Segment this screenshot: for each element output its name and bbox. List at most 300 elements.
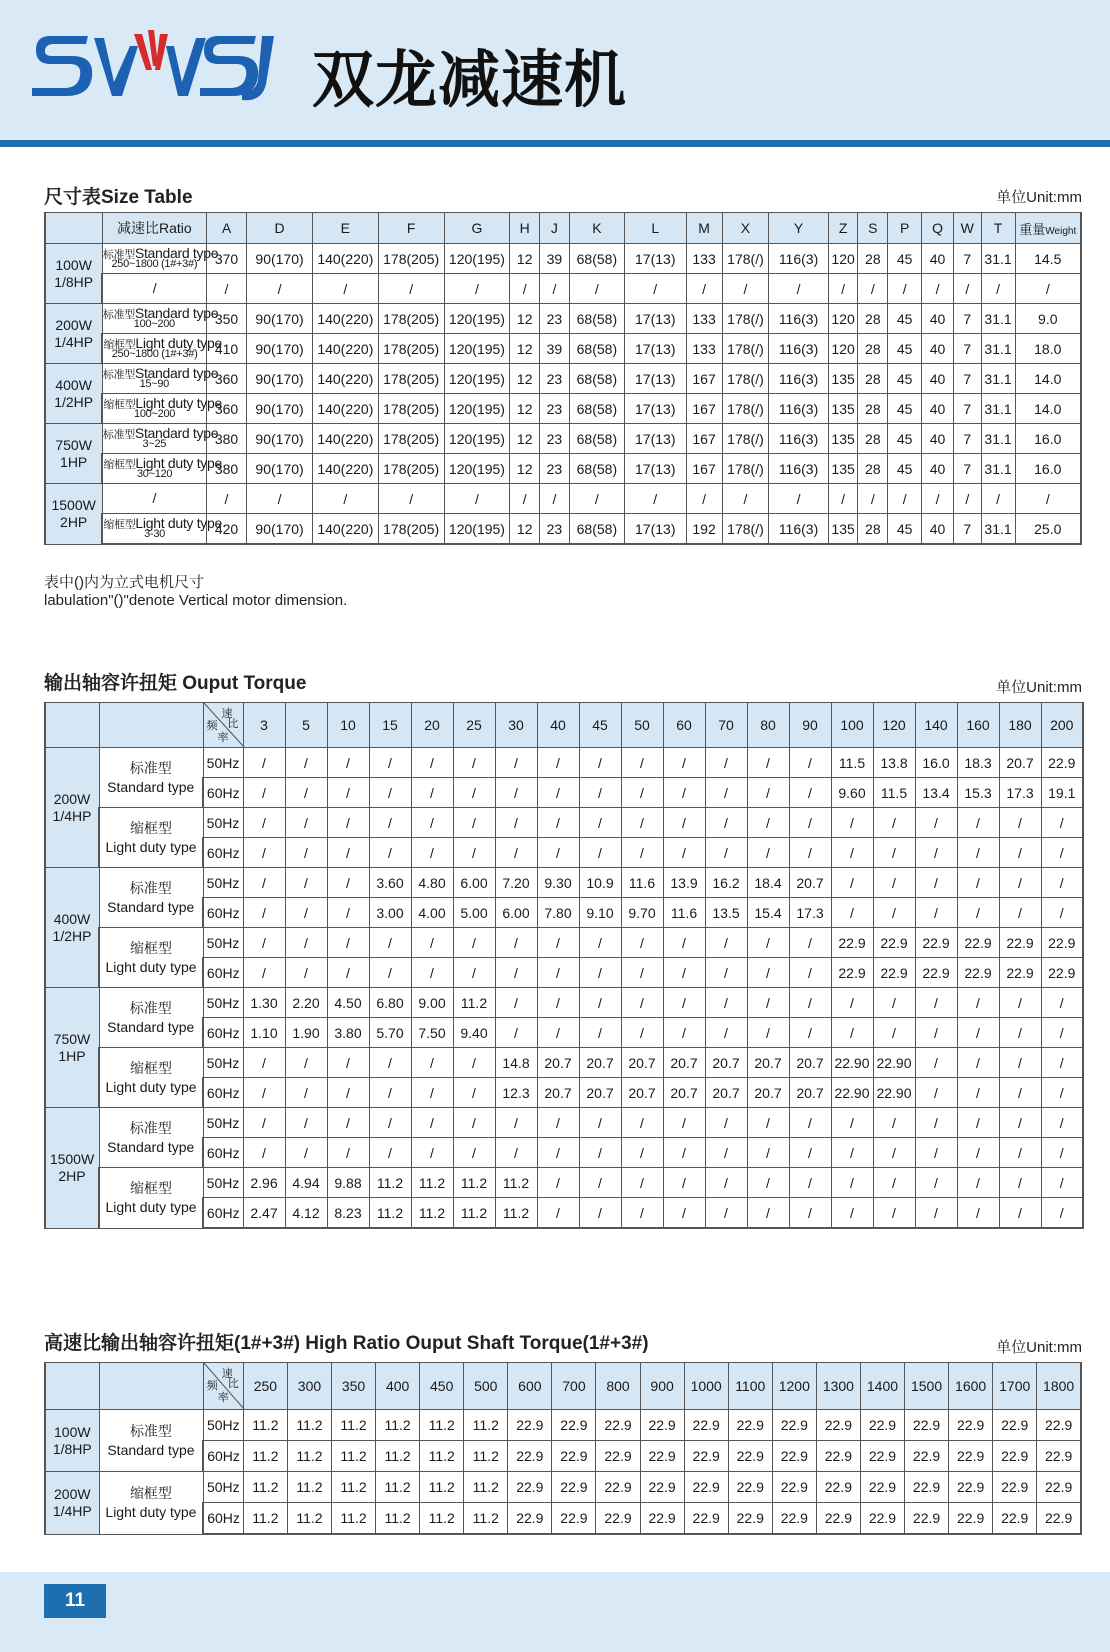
torque-value: /: [621, 928, 663, 958]
frequency-label: 50Hz: [203, 1108, 243, 1138]
dimension-value: /: [569, 274, 624, 304]
torque-value: /: [243, 808, 285, 838]
frequency-label: 60Hz: [203, 1503, 243, 1535]
torque-value: 20.7: [705, 1078, 747, 1108]
torque-value: 13.5: [705, 898, 747, 928]
torque-value: /: [873, 1198, 915, 1229]
torque-value: 22.9: [905, 1472, 949, 1503]
torque-value: 22.9: [772, 1503, 816, 1535]
reducer-type: [102, 394, 222, 424]
dimension-value: 178(/): [722, 304, 769, 334]
dimension-value: 9.0: [1015, 304, 1081, 334]
torque-value: /: [621, 1108, 663, 1138]
dimension-value: /: [312, 484, 378, 514]
torque-value: /: [999, 838, 1041, 868]
corner-char: 比: [227, 1378, 239, 1390]
torque-value: /: [999, 988, 1041, 1018]
ratio-header: 600: [508, 1363, 552, 1410]
dimension-value: 17(13): [624, 454, 686, 484]
torque-value: 11.5: [831, 748, 873, 778]
torque-value: /: [957, 1138, 999, 1168]
torque-value: /: [243, 928, 285, 958]
torque-value: /: [831, 988, 873, 1018]
torque-value: 22.9: [728, 1410, 772, 1441]
column-header: F: [378, 213, 444, 244]
torque-value: 5.70: [369, 1018, 411, 1048]
torque-value: 22.9: [999, 928, 1041, 958]
dimension-value: 45: [888, 244, 922, 274]
dimension-value: 28: [858, 244, 888, 274]
dimension-value: 135: [828, 394, 858, 424]
torque-value: /: [663, 1108, 705, 1138]
torque-value: 22.9: [508, 1441, 552, 1472]
torque-value: 13.4: [915, 778, 957, 808]
torque-value: /: [243, 898, 285, 928]
torque-value: /: [915, 988, 957, 1018]
torque-value: 22.9: [905, 1410, 949, 1441]
column-header: A: [206, 213, 246, 244]
ratio-header: 1800: [1037, 1363, 1081, 1410]
dimension-value: 7: [953, 244, 981, 274]
column-header: L: [624, 213, 686, 244]
power-label: [45, 424, 102, 484]
torque-value: 22.9: [915, 958, 957, 988]
torque-value: 11.2: [376, 1472, 420, 1503]
ratio-header: 40: [537, 703, 579, 748]
torque-value: 22.9: [596, 1503, 640, 1535]
reducer-type: [102, 274, 206, 304]
reducer-type: [99, 1108, 203, 1168]
weight-header: [1015, 213, 1081, 244]
dimension-value: /: [510, 274, 540, 304]
dimension-value: /: [540, 274, 570, 304]
dimension-value: 133: [686, 244, 722, 274]
torque-value: /: [915, 1108, 957, 1138]
reducer-type: [99, 1048, 203, 1108]
torque-value: /: [453, 1138, 495, 1168]
torque-value: /: [789, 1168, 831, 1198]
torque-value: /: [999, 1078, 1041, 1108]
dimension-value: 7: [953, 514, 981, 545]
ratio-header: 900: [640, 1363, 684, 1410]
torque-value: 11.6: [663, 898, 705, 928]
dimension-value: /: [858, 274, 888, 304]
power-label: [45, 364, 102, 424]
torque-value: 1.90: [285, 1018, 327, 1048]
torque-value: /: [579, 1198, 621, 1229]
torque-value: 20.7: [621, 1078, 663, 1108]
frequency-label: 60Hz: [203, 898, 243, 928]
ratio-header: 90: [789, 703, 831, 748]
ratio-header: 1500: [905, 1363, 949, 1410]
dimension-value: 178(205): [378, 424, 444, 454]
type-cn: 标准型: [102, 428, 135, 441]
table-row: [45, 1410, 1081, 1441]
dimension-value: 178(/): [722, 514, 769, 545]
dimension-value: /: [922, 274, 954, 304]
type-en: Standard type: [107, 1441, 195, 1458]
dimension-value: 17(13): [624, 334, 686, 364]
torque-value: /: [621, 808, 663, 838]
blank-type-header: [99, 703, 203, 748]
ratio-header: 1400: [860, 1363, 904, 1410]
torque-value: 4.80: [411, 868, 453, 898]
dimension-value: 116(3): [769, 364, 828, 394]
dimension-value: 17(13): [624, 244, 686, 274]
ratio-header: 350: [332, 1363, 376, 1410]
column-header: Y: [769, 213, 828, 244]
dimension-value: 90(170): [247, 334, 313, 364]
dimension-value: 68(58): [569, 454, 624, 484]
column-header: Q: [922, 213, 954, 244]
torque-value: /: [705, 988, 747, 1018]
dimension-value: 68(58): [569, 364, 624, 394]
power-hp: 1/8HP: [52, 1440, 92, 1457]
dimension-value: 40: [922, 454, 954, 484]
torque-value: /: [453, 808, 495, 838]
torque-value: 22.9: [831, 958, 873, 988]
torque-value: /: [621, 988, 663, 1018]
torque-value: 22.9: [816, 1410, 860, 1441]
type-cn: 标准型: [129, 879, 172, 896]
dimension-value: 23: [540, 454, 570, 484]
dimension-value: 68(58): [569, 394, 624, 424]
dimension-value: 40: [922, 514, 954, 545]
ratio-header: 180: [999, 703, 1041, 748]
blank-type-header: [99, 1363, 203, 1410]
torque-value: 22.9: [684, 1410, 728, 1441]
torque-value: /: [747, 838, 789, 868]
torque-value: /: [873, 1138, 915, 1168]
torque-value: /: [243, 1108, 285, 1138]
dimension-value: 45: [888, 304, 922, 334]
dimension-value: 140(220): [312, 334, 378, 364]
torque-value: /: [747, 928, 789, 958]
dimension-value: 90(170): [247, 364, 313, 394]
torque-value: 7.80: [537, 898, 579, 928]
type-en: Light duty type: [105, 1503, 197, 1520]
table-row: [45, 1472, 1081, 1503]
torque-value: 11.2: [332, 1410, 376, 1441]
column-header: Z: [828, 213, 858, 244]
dimension-value: 420: [206, 514, 246, 545]
torque-value: 20.7: [663, 1048, 705, 1078]
torque-value: /: [243, 778, 285, 808]
dimension-value: 23: [540, 304, 570, 334]
torque-value: 22.9: [552, 1441, 596, 1472]
dimension-value: 31.1: [981, 514, 1015, 545]
torque-value: 8.23: [327, 1198, 369, 1229]
torque-value: /: [327, 1048, 369, 1078]
torque-value: /: [285, 868, 327, 898]
torque-value: 22.9: [905, 1503, 949, 1535]
power-label: [45, 748, 99, 868]
dimension-value: 178(205): [378, 244, 444, 274]
frequency-label: 50Hz: [203, 1048, 243, 1078]
table-row: [45, 1108, 1083, 1138]
type-en: Light duty type: [105, 958, 197, 975]
torque-value: /: [999, 868, 1041, 898]
power-hp: 1/2HP: [52, 927, 92, 944]
ratio-range: 30~120: [136, 467, 173, 480]
torque-value: /: [663, 1168, 705, 1198]
torque-value: /: [411, 1048, 453, 1078]
torque-value: 17.3: [999, 778, 1041, 808]
type-en: Standard type: [134, 304, 219, 321]
torque-value: /: [747, 1198, 789, 1229]
dimension-value: 12: [510, 454, 540, 484]
frequency-label: 60Hz: [203, 838, 243, 868]
torque-value: /: [495, 958, 537, 988]
torque-value: 22.9: [993, 1503, 1037, 1535]
torque-value: 10.9: [579, 868, 621, 898]
torque-value: /: [243, 868, 285, 898]
torque-value: /: [957, 898, 999, 928]
torque-value: /: [369, 928, 411, 958]
torque-value: 20.7: [579, 1048, 621, 1078]
torque-value: 18.3: [957, 748, 999, 778]
torque-value: 22.9: [1037, 1472, 1081, 1503]
torque-value: 22.9: [816, 1441, 860, 1472]
dimension-value: 7: [953, 454, 981, 484]
torque-value: /: [873, 838, 915, 868]
column-header: D: [247, 213, 313, 244]
torque-value: 22.9: [993, 1441, 1037, 1472]
torque-value: /: [537, 838, 579, 868]
torque-value: /: [327, 1078, 369, 1108]
power-hp: 1/4HP: [54, 333, 94, 350]
table-row: [45, 304, 1081, 334]
dimension-value: 12: [510, 304, 540, 334]
torque-value: 22.9: [596, 1472, 640, 1503]
torque-value: 11.2: [287, 1503, 331, 1535]
torque-value: /: [285, 778, 327, 808]
dimension-value: 120(195): [444, 334, 510, 364]
frequency-label: 50Hz: [203, 1472, 243, 1503]
torque-value: /: [705, 1018, 747, 1048]
dimension-value: 178(/): [722, 244, 769, 274]
dimension-value: 14.0: [1015, 364, 1081, 394]
torque-value: 4.12: [285, 1198, 327, 1229]
torque-value: 20.7: [999, 748, 1041, 778]
torque-value: /: [327, 838, 369, 868]
torque-value: 11.6: [621, 868, 663, 898]
dimension-value: 116(3): [769, 454, 828, 484]
torque-value: 4.94: [285, 1168, 327, 1198]
torque-value: 6.80: [369, 988, 411, 1018]
power-hp: 2HP: [58, 1167, 86, 1184]
high-ratio-table: [44, 1362, 1082, 1535]
torque-value: /: [915, 1048, 957, 1078]
torque-value: 9.30: [537, 868, 579, 898]
torque-value: 22.9: [949, 1441, 993, 1472]
torque-value: /: [1041, 1138, 1083, 1168]
torque-value: /: [495, 988, 537, 1018]
dimension-value: /: [686, 484, 722, 514]
torque-value: 22.9: [816, 1472, 860, 1503]
type-cn: 标准型: [129, 999, 172, 1016]
ratio-header: 30: [495, 703, 537, 748]
dimension-value: 40: [922, 334, 954, 364]
torque-value: 22.9: [860, 1441, 904, 1472]
dimension-value: 45: [888, 454, 922, 484]
torque-value: /: [411, 838, 453, 868]
dimension-value: /: [378, 484, 444, 514]
torque-value: /: [999, 1168, 1041, 1198]
dimension-value: 12: [510, 244, 540, 274]
power-watt: 200W: [53, 790, 91, 807]
torque-value: 20.7: [747, 1078, 789, 1108]
torque-value: /: [789, 1108, 831, 1138]
torque-value: /: [495, 1018, 537, 1048]
blank-corner: [45, 213, 102, 244]
table-row: [45, 514, 1081, 545]
type-cn: 缩框型: [103, 398, 136, 411]
torque-value: 9.40: [453, 1018, 495, 1048]
torque-value: 22.90: [831, 1048, 873, 1078]
torque-value: 9.70: [621, 898, 663, 928]
torque-value: 22.9: [1037, 1503, 1081, 1535]
torque-value: /: [285, 898, 327, 928]
frequency-label: 60Hz: [203, 1138, 243, 1168]
dimension-value: 120(195): [444, 304, 510, 334]
type-en: Light duty type: [105, 1078, 197, 1095]
dimension-value: /: [206, 274, 246, 304]
power-hp: 1HP: [60, 453, 88, 470]
torque-value: /: [999, 1018, 1041, 1048]
table-row: [45, 424, 1081, 454]
dimension-value: 7: [953, 304, 981, 334]
table-row: [45, 808, 1083, 838]
torque-value: /: [789, 748, 831, 778]
frequency-label: 60Hz: [203, 778, 243, 808]
type-en: Standard type: [107, 1018, 195, 1035]
torque-value: /: [285, 838, 327, 868]
torque-value: /: [621, 1168, 663, 1198]
torque-value: 22.9: [772, 1410, 816, 1441]
torque-value: /: [957, 838, 999, 868]
frequency-label: 50Hz: [203, 1410, 243, 1441]
table-row: [45, 988, 1083, 1018]
dimension-value: 45: [888, 394, 922, 424]
torque-value: /: [873, 898, 915, 928]
torque-value: /: [957, 868, 999, 898]
ratio-header: 300: [287, 1363, 331, 1410]
ratio-header: 450: [420, 1363, 464, 1410]
torque-value: 11.2: [243, 1503, 287, 1535]
dimension-value: 178(205): [378, 454, 444, 484]
dimension-value: 410: [206, 334, 246, 364]
torque-value: /: [453, 778, 495, 808]
dimension-value: /: [312, 274, 378, 304]
torque-value: 11.2: [287, 1441, 331, 1472]
torque-value: /: [873, 1168, 915, 1198]
torque-value: /: [957, 1078, 999, 1108]
type-en: Light duty type: [135, 514, 222, 531]
torque-value: 18.4: [747, 868, 789, 898]
dimension-value: 17(13): [624, 424, 686, 454]
torque-value: /: [453, 838, 495, 868]
dimension-value: 135: [828, 424, 858, 454]
size-table-unit: 单位Unit:mm: [996, 189, 1082, 206]
dimension-value: /: [1015, 274, 1081, 304]
torque-value: /: [705, 808, 747, 838]
dimension-value: 178(/): [722, 424, 769, 454]
torque-value: 22.9: [993, 1410, 1037, 1441]
brand-name: 双龙减速机: [312, 43, 628, 116]
torque-value: /: [747, 1108, 789, 1138]
dimension-value: 45: [888, 364, 922, 394]
dimension-value: 45: [888, 334, 922, 364]
dimension-value: 135: [828, 514, 858, 545]
torque-value: /: [537, 958, 579, 988]
torque-value: 9.10: [579, 898, 621, 928]
dimension-value: /: [769, 484, 828, 514]
torque-value: 22.9: [999, 958, 1041, 988]
torque-value: /: [705, 1138, 747, 1168]
torque-value: 11.2: [287, 1410, 331, 1441]
type-en: Light duty type: [135, 394, 222, 411]
power-hp: 1/4HP: [52, 807, 92, 824]
torque-value: 11.2: [495, 1198, 537, 1229]
ratio-range: 3~25: [142, 437, 167, 450]
torque-value: 2.47: [243, 1198, 285, 1229]
power-watt: 1500W: [51, 496, 96, 513]
torque-value: /: [663, 958, 705, 988]
dimension-value: 178(/): [722, 334, 769, 364]
dimension-value: /: [888, 274, 922, 304]
torque-value: /: [579, 1108, 621, 1138]
frequency-label: 60Hz: [203, 958, 243, 988]
torque-value: /: [285, 748, 327, 778]
high-ratio-table-title: 高速比输出轴容许扭矩(1#+3#) High Ratio Ouput Shaft Torque(1#+3#): [44, 1333, 649, 1354]
torque-value: /: [999, 808, 1041, 838]
torque-value: 22.9: [873, 928, 915, 958]
dimension-value: 350: [206, 304, 246, 334]
type-en: Standard type: [107, 898, 195, 915]
dimension-value: /: [722, 274, 769, 304]
dimension-value: 90(170): [247, 454, 313, 484]
reducer-type: [99, 808, 203, 868]
ratio-header: 100: [831, 703, 873, 748]
torque-value: 22.9: [640, 1503, 684, 1535]
torque-value: 11.2: [287, 1472, 331, 1503]
type-en: Standard type: [134, 244, 219, 261]
dimension-value: 135: [828, 454, 858, 484]
torque-value: /: [537, 1198, 579, 1229]
torque-value: /: [537, 928, 579, 958]
torque-value: /: [537, 748, 579, 778]
torque-value: /: [705, 928, 747, 958]
dimension-value: 140(220): [312, 514, 378, 545]
torque-value: /: [957, 808, 999, 838]
dimension-value: 192: [686, 514, 722, 545]
column-header: X: [722, 213, 769, 244]
ratio-header: 80: [747, 703, 789, 748]
frequency-label: 50Hz: [203, 868, 243, 898]
torque-value: /: [663, 1138, 705, 1168]
dimension-value: /: [247, 484, 313, 514]
torque-value: 22.9: [772, 1441, 816, 1472]
torque-value: /: [915, 1168, 957, 1198]
torque-value: /: [873, 988, 915, 1018]
torque-value: /: [453, 748, 495, 778]
torque-value: 22.9: [640, 1441, 684, 1472]
power-watt: 200W: [54, 1485, 91, 1502]
torque-value: /: [747, 1138, 789, 1168]
torque-value: /: [579, 748, 621, 778]
dimension-value: /: [378, 274, 444, 304]
